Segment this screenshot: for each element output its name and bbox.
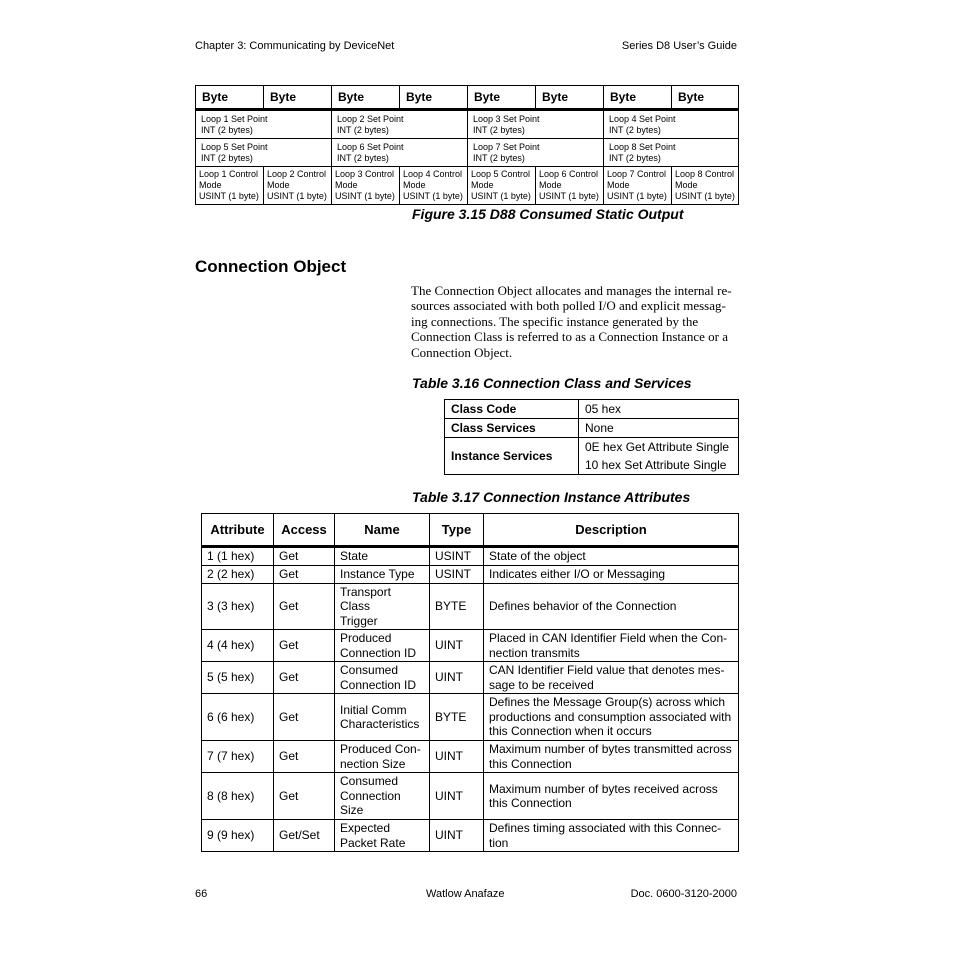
description-line: this Connection when it occurs (489, 724, 652, 739)
setpoint-name: Loop 6 Set Point (337, 141, 404, 152)
type-cell: UINT (430, 741, 484, 773)
name-line: Trigger (340, 613, 378, 628)
setpoint-row (196, 139, 739, 167)
section-heading: Connection Object (195, 257, 347, 276)
description-line: sage to be received (489, 677, 594, 692)
table-17-caption: Table 3.17 Connection Instance Attributes (412, 489, 691, 505)
attribute-cell: 4 (4 hex) (202, 630, 274, 662)
control-mode-word: Mode (335, 180, 358, 190)
control-mode-cell (264, 167, 332, 205)
description-line: Maximum number of bytes received across (489, 781, 718, 796)
control-mode-cell (196, 167, 264, 205)
table-row (202, 741, 739, 773)
access-cell: Get (274, 630, 335, 662)
byte-header: Byte (536, 86, 604, 110)
setpoint-type: INT (2 bytes) (609, 124, 661, 135)
description-cell (484, 773, 739, 820)
setpoint-type: INT (2 bytes) (337, 152, 389, 163)
setpoint-cell (332, 110, 468, 139)
control-mode-name: Loop 5 Control (471, 169, 531, 179)
control-mode-type: USINT (1 byte) (471, 191, 531, 201)
control-mode-word: Mode (267, 180, 290, 190)
access-cell: Get (274, 662, 335, 694)
setpoint-cell (332, 139, 468, 167)
table-row (445, 400, 739, 419)
access-cell: Get/Set (274, 820, 335, 852)
name-cell (335, 773, 430, 820)
name-line: Consumed (340, 774, 399, 789)
description-line: this Connection (489, 756, 572, 771)
access-cell: Get (274, 773, 335, 820)
name-line: Transport Class (340, 584, 391, 613)
class-code-label: Class Code (445, 400, 579, 419)
name-cell (335, 547, 430, 566)
description-cell (484, 741, 739, 773)
control-mode-name: Loop 4 Control (403, 169, 463, 179)
attribute-cell: 2 (2 hex) (202, 565, 274, 583)
control-mode-cell (468, 167, 536, 205)
footer-doc-number: Doc. 0600-3120-2000 (630, 888, 737, 900)
byte-header: Byte (672, 86, 739, 110)
access-cell: Get (274, 547, 335, 566)
type-cell: USINT (430, 565, 484, 583)
description-cell (484, 565, 739, 583)
byte-header: Byte (400, 86, 468, 110)
control-mode-name: Loop 2 Control (267, 169, 327, 179)
setpoint-cell (196, 139, 332, 167)
type-cell: UINT (430, 662, 484, 694)
type-cell: USINT (430, 547, 484, 566)
table-row (202, 630, 739, 662)
byte-header: Byte (604, 86, 672, 110)
name-line: Produced (340, 631, 392, 645)
figure-caption: Figure 3.15 D88 Consumed Static Output (412, 206, 684, 222)
name-line: Consumed (340, 663, 399, 677)
description-cell (484, 662, 739, 694)
control-mode-type: USINT (1 byte) (675, 191, 735, 201)
name-cell (335, 662, 430, 694)
name-cell (335, 820, 430, 852)
name-line: Connection ID (340, 677, 417, 692)
class-services-label: Class Services (445, 419, 579, 438)
setpoint-cell (604, 139, 739, 167)
attribute-cell: 1 (1 hex) (202, 547, 274, 566)
name-line: nection Size (340, 756, 406, 771)
description-line: Defines timing associated with this Connec- (489, 821, 722, 835)
table-16-caption: Table 3.16 Connection Class and Services (412, 375, 692, 391)
table-row (202, 820, 739, 852)
type-cell: BYTE (430, 694, 484, 741)
name-line: Characteristics (340, 717, 420, 731)
instance-service-get: 0E hex Get Attribute Single (579, 438, 739, 457)
setpoint-cell (604, 110, 739, 139)
type-cell: BYTE (430, 583, 484, 630)
description-line: productions and consumption associated with (489, 709, 732, 724)
control-mode-type: USINT (1 byte) (403, 191, 463, 201)
name-cell (335, 583, 430, 630)
control-mode-row (196, 167, 739, 205)
name-cell (335, 694, 430, 741)
name-line: Expected (340, 821, 391, 835)
description-line: Defines behavior of the Connection (489, 599, 677, 613)
instance-services-label: Instance Services (445, 438, 579, 475)
column-header-description: Description (484, 514, 739, 547)
control-mode-cell (400, 167, 468, 205)
access-cell: Get (274, 694, 335, 741)
attribute-cell: 6 (6 hex) (202, 694, 274, 741)
byte-header: Byte (332, 86, 400, 110)
description-cell (484, 547, 739, 566)
control-mode-word: Mode (199, 180, 222, 190)
attribute-cell: 7 (7 hex) (202, 741, 274, 773)
table-row (202, 773, 739, 820)
control-mode-type: USINT (1 byte) (199, 191, 259, 201)
control-mode-name: Loop 6 Control (539, 169, 599, 179)
control-mode-word: Mode (539, 180, 562, 190)
description-line: Maximum number of bytes transmitted across (489, 742, 732, 756)
attribute-cell: 9 (9 hex) (202, 820, 274, 852)
column-header-attribute: Attribute (202, 514, 274, 547)
control-mode-word: Mode (607, 180, 630, 190)
paragraph-line: Connection Object. (411, 344, 513, 360)
control-mode-cell (332, 167, 400, 205)
control-mode-type: USINT (1 byte) (539, 191, 599, 201)
setpoint-cell (468, 139, 604, 167)
name-cell (335, 630, 430, 662)
column-header-type: Type (430, 514, 484, 547)
consumed-static-output-figure (195, 85, 739, 205)
description-line: CAN Identifier Field value that denotes mes- (489, 663, 725, 677)
attribute-cell: 3 (3 hex) (202, 583, 274, 630)
type-cell: UINT (430, 820, 484, 852)
setpoint-name: Loop 5 Set Point (201, 141, 268, 152)
type-cell: UINT (430, 773, 484, 820)
connection-class-services-table (444, 399, 739, 475)
control-mode-word: Mode (471, 180, 494, 190)
description-cell (484, 694, 739, 741)
paragraph-line: ing connections. The specific instance generated by the (411, 313, 699, 329)
setpoint-name: Loop 8 Set Point (609, 141, 676, 152)
table-row (445, 438, 739, 457)
setpoint-name: Loop 2 Set Point (337, 113, 404, 124)
attribute-cell: 8 (8 hex) (202, 773, 274, 820)
setpoint-name: Loop 3 Set Point (473, 113, 540, 124)
setpoint-type: INT (2 bytes) (473, 152, 525, 163)
control-mode-name: Loop 7 Control (607, 169, 667, 179)
running-header-title: Series D8 User’s Guide (621, 40, 737, 52)
name-cell (335, 741, 430, 773)
attribute-cell: 5 (5 hex) (202, 662, 274, 694)
control-mode-name: Loop 1 Control (199, 169, 259, 179)
description-line: tion (489, 835, 509, 850)
class-services-value: None (579, 419, 739, 438)
description-line: Indicates either I/O or Messaging (489, 566, 666, 581)
column-header-access: Access (274, 514, 335, 547)
name-line: State (340, 549, 369, 563)
paragraph-line: sources associated with both polled I/O and explicit messag- (411, 298, 726, 314)
control-mode-cell (672, 167, 739, 205)
setpoint-type: INT (2 bytes) (201, 152, 253, 163)
setpoint-name: Loop 7 Set Point (473, 141, 540, 152)
class-code-value: 05 hex (579, 400, 739, 419)
type-cell: UINT (430, 630, 484, 662)
figure-header-row (196, 86, 739, 110)
setpoint-name: Loop 1 Set Point (201, 113, 268, 124)
control-mode-name: Loop 8 Control (675, 169, 735, 179)
name-line: Size (340, 803, 364, 818)
control-mode-word: Mode (675, 180, 698, 190)
column-header-name: Name (335, 514, 430, 547)
setpoint-cell (468, 110, 604, 139)
control-mode-type: USINT (1 byte) (267, 191, 327, 201)
setpoint-cell (196, 110, 332, 139)
table-row (202, 565, 739, 583)
table-row (202, 583, 739, 630)
paragraph-line: The Connection Object allocates and manages the internal re- (411, 283, 732, 298)
table-row (202, 694, 739, 741)
byte-header: Byte (264, 86, 332, 110)
setpoint-name: Loop 4 Set Point (609, 113, 676, 124)
name-cell (335, 565, 430, 583)
access-cell: Get (274, 741, 335, 773)
table-row (445, 419, 739, 438)
connection-instance-attributes-table (201, 513, 739, 852)
setpoint-type: INT (2 bytes) (201, 124, 253, 135)
control-mode-cell (536, 167, 604, 205)
name-line: Instance Type (340, 566, 415, 581)
description-cell (484, 583, 739, 630)
setpoint-type: INT (2 bytes) (609, 152, 661, 163)
access-cell: Get (274, 565, 335, 583)
table-header-row (202, 514, 739, 547)
running-header-chapter: Chapter 3: Communicating by DeviceNet (195, 40, 395, 52)
description-cell (484, 630, 739, 662)
name-line: Initial Comm (340, 702, 407, 717)
paragraph-line: Connection Class is referred to as a Connection Instance or a (411, 329, 728, 345)
control-mode-type: USINT (1 byte) (335, 191, 395, 201)
control-mode-word: Mode (403, 180, 426, 190)
name-line: Produced Con- (340, 742, 421, 756)
setpoint-type: INT (2 bytes) (337, 124, 389, 135)
control-mode-name: Loop 3 Control (335, 169, 395, 179)
description-line: this Connection (489, 796, 572, 810)
description-line: Placed in CAN Identifier Field when the Con- (489, 631, 728, 645)
name-line: Connection ID (340, 645, 417, 660)
table-row (202, 547, 739, 566)
description-cell (484, 820, 739, 852)
access-cell: Get (274, 583, 335, 630)
instance-service-set: 10 hex Set Attribute Single (579, 456, 739, 475)
footer-publisher: Watlow Anafaze (426, 888, 505, 900)
name-line: Packet Rate (340, 835, 406, 850)
description-line: Defines the Message Group(s) across which (489, 695, 726, 710)
description-line: nection transmits (489, 645, 580, 660)
setpoint-type: INT (2 bytes) (473, 124, 525, 135)
control-mode-type: USINT (1 byte) (607, 191, 667, 201)
byte-header: Byte (196, 86, 264, 110)
table-row (202, 662, 739, 694)
control-mode-cell (604, 167, 672, 205)
section-paragraph (411, 283, 738, 360)
description-line: State of the object (489, 549, 586, 563)
byte-header: Byte (468, 86, 536, 110)
setpoint-row (196, 110, 739, 139)
name-line: Connection (340, 788, 401, 803)
page-number: 66 (195, 888, 208, 900)
